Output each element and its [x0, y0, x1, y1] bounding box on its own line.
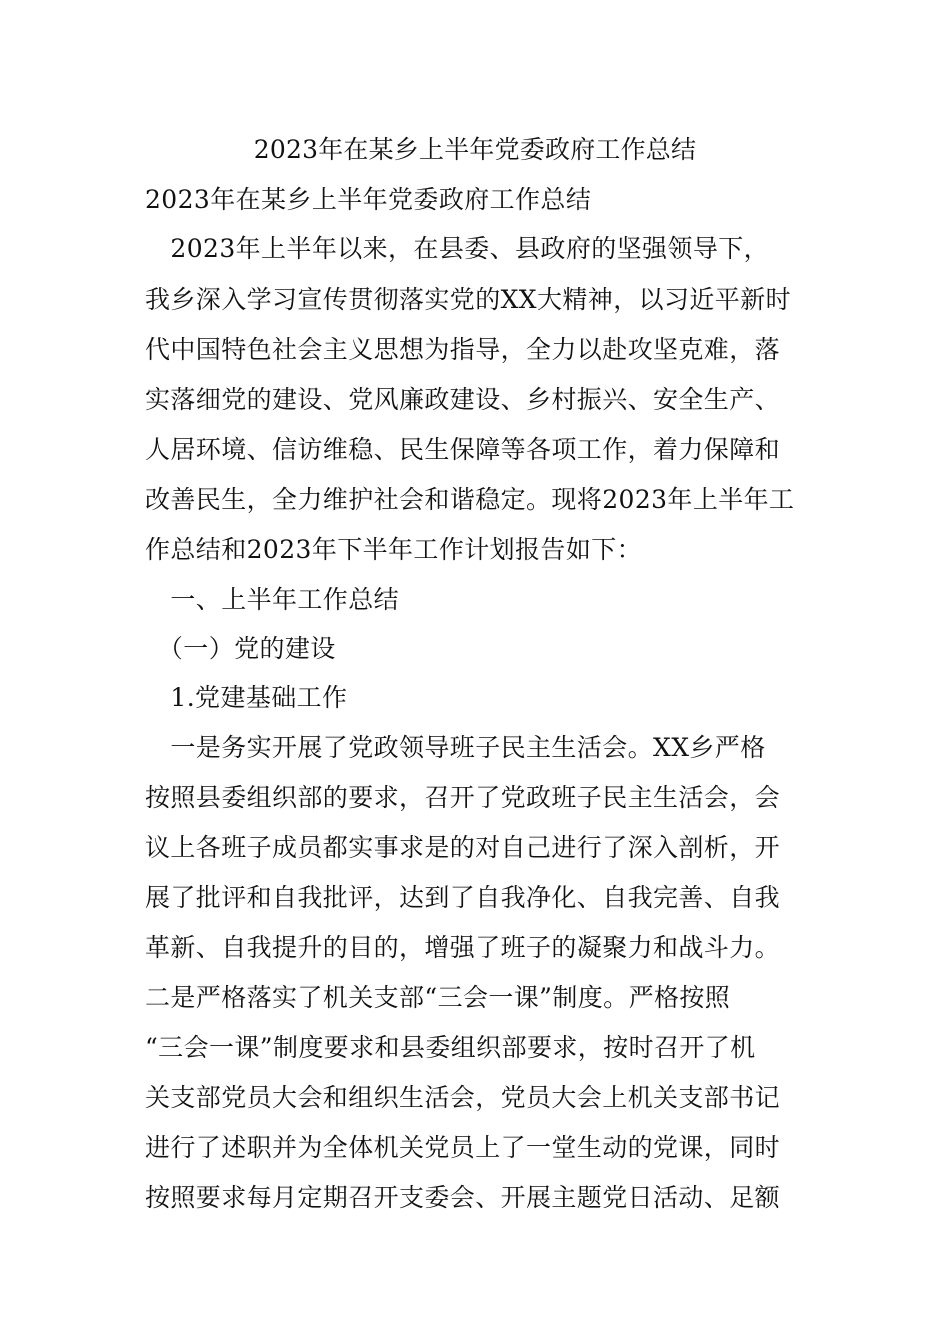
intro-line: 我乡深入学习宣传贯彻落实党的XX大精神，以习近平新时 — [145, 285, 791, 314]
intro-line: 改善民生，全力维护社会和谐稳定。现将2023年上半年工 — [145, 485, 795, 514]
body-line: 关支部党员大会和组织生活会，党员大会上机关支部书记 — [145, 1083, 781, 1112]
body-line: 按照县委组织部的要求，召开了党政班子民主生活会，会 — [145, 783, 781, 812]
body-line: 一是务实开展了党政领导班子民主生活会。XX乡严格 — [145, 733, 766, 762]
intro-line: 代中国特色社会主义思想为指导，全力以赴攻坚克难，落 — [145, 335, 781, 364]
intro-line: 2023年上半年以来，在县委、县政府的坚强领导下， — [145, 234, 770, 263]
body-line: 按照要求每月定期召开支委会、开展主题党日活动、足额 — [145, 1183, 781, 1212]
subsection-heading: （一）党的建设 — [145, 634, 336, 663]
body-line: 议上各班子成员都实事求是的对自己进行了深入剖析，开 — [145, 833, 781, 862]
item-heading: 1.党建基础工作 — [145, 683, 348, 712]
document-subtitle: 2023年在某乡上半年党委政府工作总结 — [145, 185, 592, 214]
document-title: 2023年在某乡上半年党委政府工作总结 — [253, 135, 697, 164]
intro-line: 人居环境、信访维稳、民生保障等各项工作，着力保障和 — [145, 435, 781, 464]
body-line: 展了批评和自我批评，达到了自我净化、自我完善、自我 — [145, 883, 781, 912]
body-line: 二是严格落实了机关支部“三会一课”制度。严格按照 — [145, 983, 731, 1012]
section-heading: 一、上半年工作总结 — [145, 585, 400, 614]
body-line: 进行了述职并为全体机关党员上了一堂生动的党课，同时 — [145, 1133, 781, 1162]
intro-line: 作总结和2023年下半年工作计划报告如下： — [145, 535, 643, 564]
body-line: 革新、自我提升的目的，增强了班子的凝聚力和战斗力。 — [145, 933, 781, 962]
body-line: “三会一课”制度要求和县委组织部要求，按时召开了机 — [145, 1033, 756, 1062]
intro-line: 实落细党的建设、党风廉政建设、乡村振兴、安全生产、 — [145, 385, 781, 414]
